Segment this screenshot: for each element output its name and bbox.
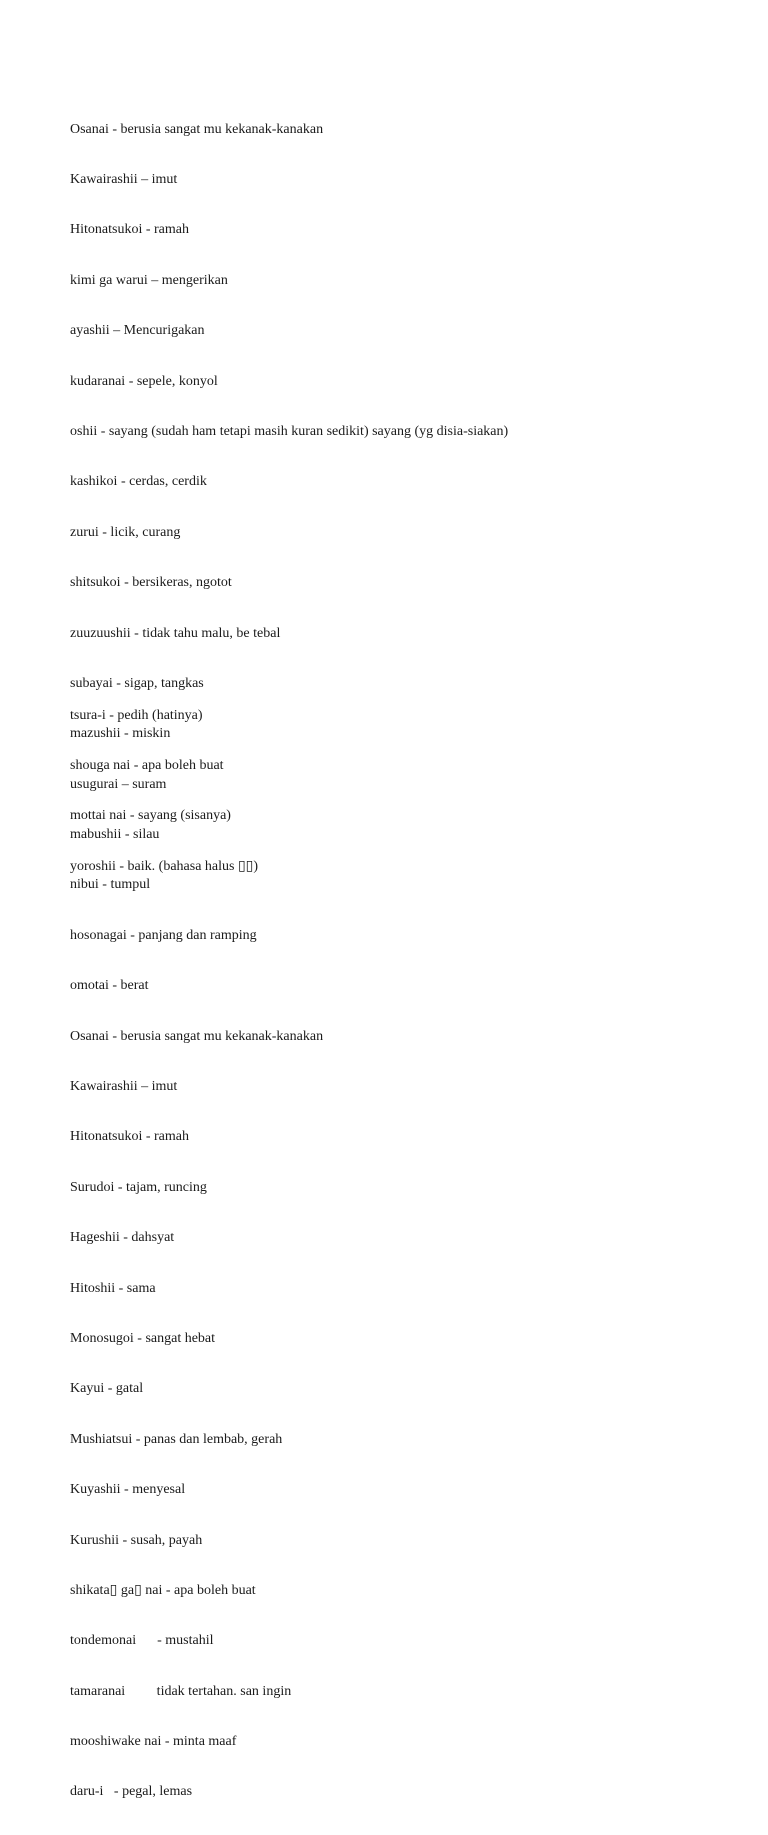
text-line: Hitonatsukoi - ramah <box>70 222 189 238</box>
text-line: mazushii - miskin <box>70 726 171 742</box>
text-line: Monosugoi - sangat hebat <box>70 1330 216 1346</box>
text-line: oshii - sayang (sudah ham tetapi masih kuran sedikit) sayang (yg disia-siakan) <box>70 423 509 439</box>
text-line: kudaranai - sepele, konyol <box>70 373 218 389</box>
text-line: Mushiatsui - panas dan lembab, gerah <box>70 1431 283 1447</box>
text-line: yoroshii - baik. (bahasa halus ▯▯) <box>70 858 259 874</box>
text-line: hosonagai - panjang dan ramping <box>70 927 257 943</box>
text-line: Hitonatsukoi - ramah <box>70 1129 189 1145</box>
text-line: mottai nai - sayang (sisanya) <box>70 808 231 824</box>
vocabulary-list-extra <box>70 674 258 909</box>
text-line: usugurai – suram <box>70 776 167 792</box>
text-line: zuuzuushii - tidak tahu malu, be tebal <box>70 625 281 641</box>
text-line: tamaranai tidak tertahan. san ingin <box>70 1683 292 1699</box>
text-line: Surudoi - tajam, runcing <box>70 1179 207 1195</box>
text-line: Kuyashii - menyesal <box>70 1482 186 1498</box>
text-line: nibui - tumpul <box>70 877 151 893</box>
text-line: daru-i - pegal, lemas <box>70 1784 193 1800</box>
vocabulary-list-main <box>70 88 508 1835</box>
text-line: shouga nai - apa boleh buat <box>70 757 224 773</box>
text-line: subayai - sigap, tangkas <box>70 675 204 691</box>
text-line: zurui - licik, curang <box>70 524 181 540</box>
text-line: mooshiwake nai - minta maaf <box>70 1734 237 1750</box>
text-line: kashikoi - cerdas, cerdik <box>70 474 207 490</box>
text-line: Osanai - berusia sangat mu kekanak-kanakan <box>70 121 324 137</box>
text-line: shitsukoi - bersikeras, ngotot <box>70 575 232 591</box>
text-line: shikata▯ ga▯ nai - apa boleh buat <box>70 1582 256 1598</box>
text-line: tsura-i - pedih (hatinya) <box>70 707 203 723</box>
text-line: kimi ga warui – mengerikan <box>70 272 228 288</box>
text-line: mabushii - silau <box>70 827 160 843</box>
text-line: Kawairashii – imut <box>70 171 178 187</box>
text-line: ayashii – Mencurigakan <box>70 323 205 339</box>
text-line: tondemonai - mustahil <box>70 1633 214 1649</box>
text-line: Kawairashii – imut <box>70 1079 178 1095</box>
text-line: Osanai - berusia sangat mu kekanak-kanakan <box>70 1028 324 1044</box>
text-line: Hageshii - dahsyat <box>70 1230 175 1246</box>
text-line: Hitoshii - sama <box>70 1280 156 1296</box>
text-line: Kurushii - susah, payah <box>70 1532 203 1548</box>
text-line: omotai - berat <box>70 978 149 994</box>
text-line: Kayui - gatal <box>70 1381 144 1397</box>
